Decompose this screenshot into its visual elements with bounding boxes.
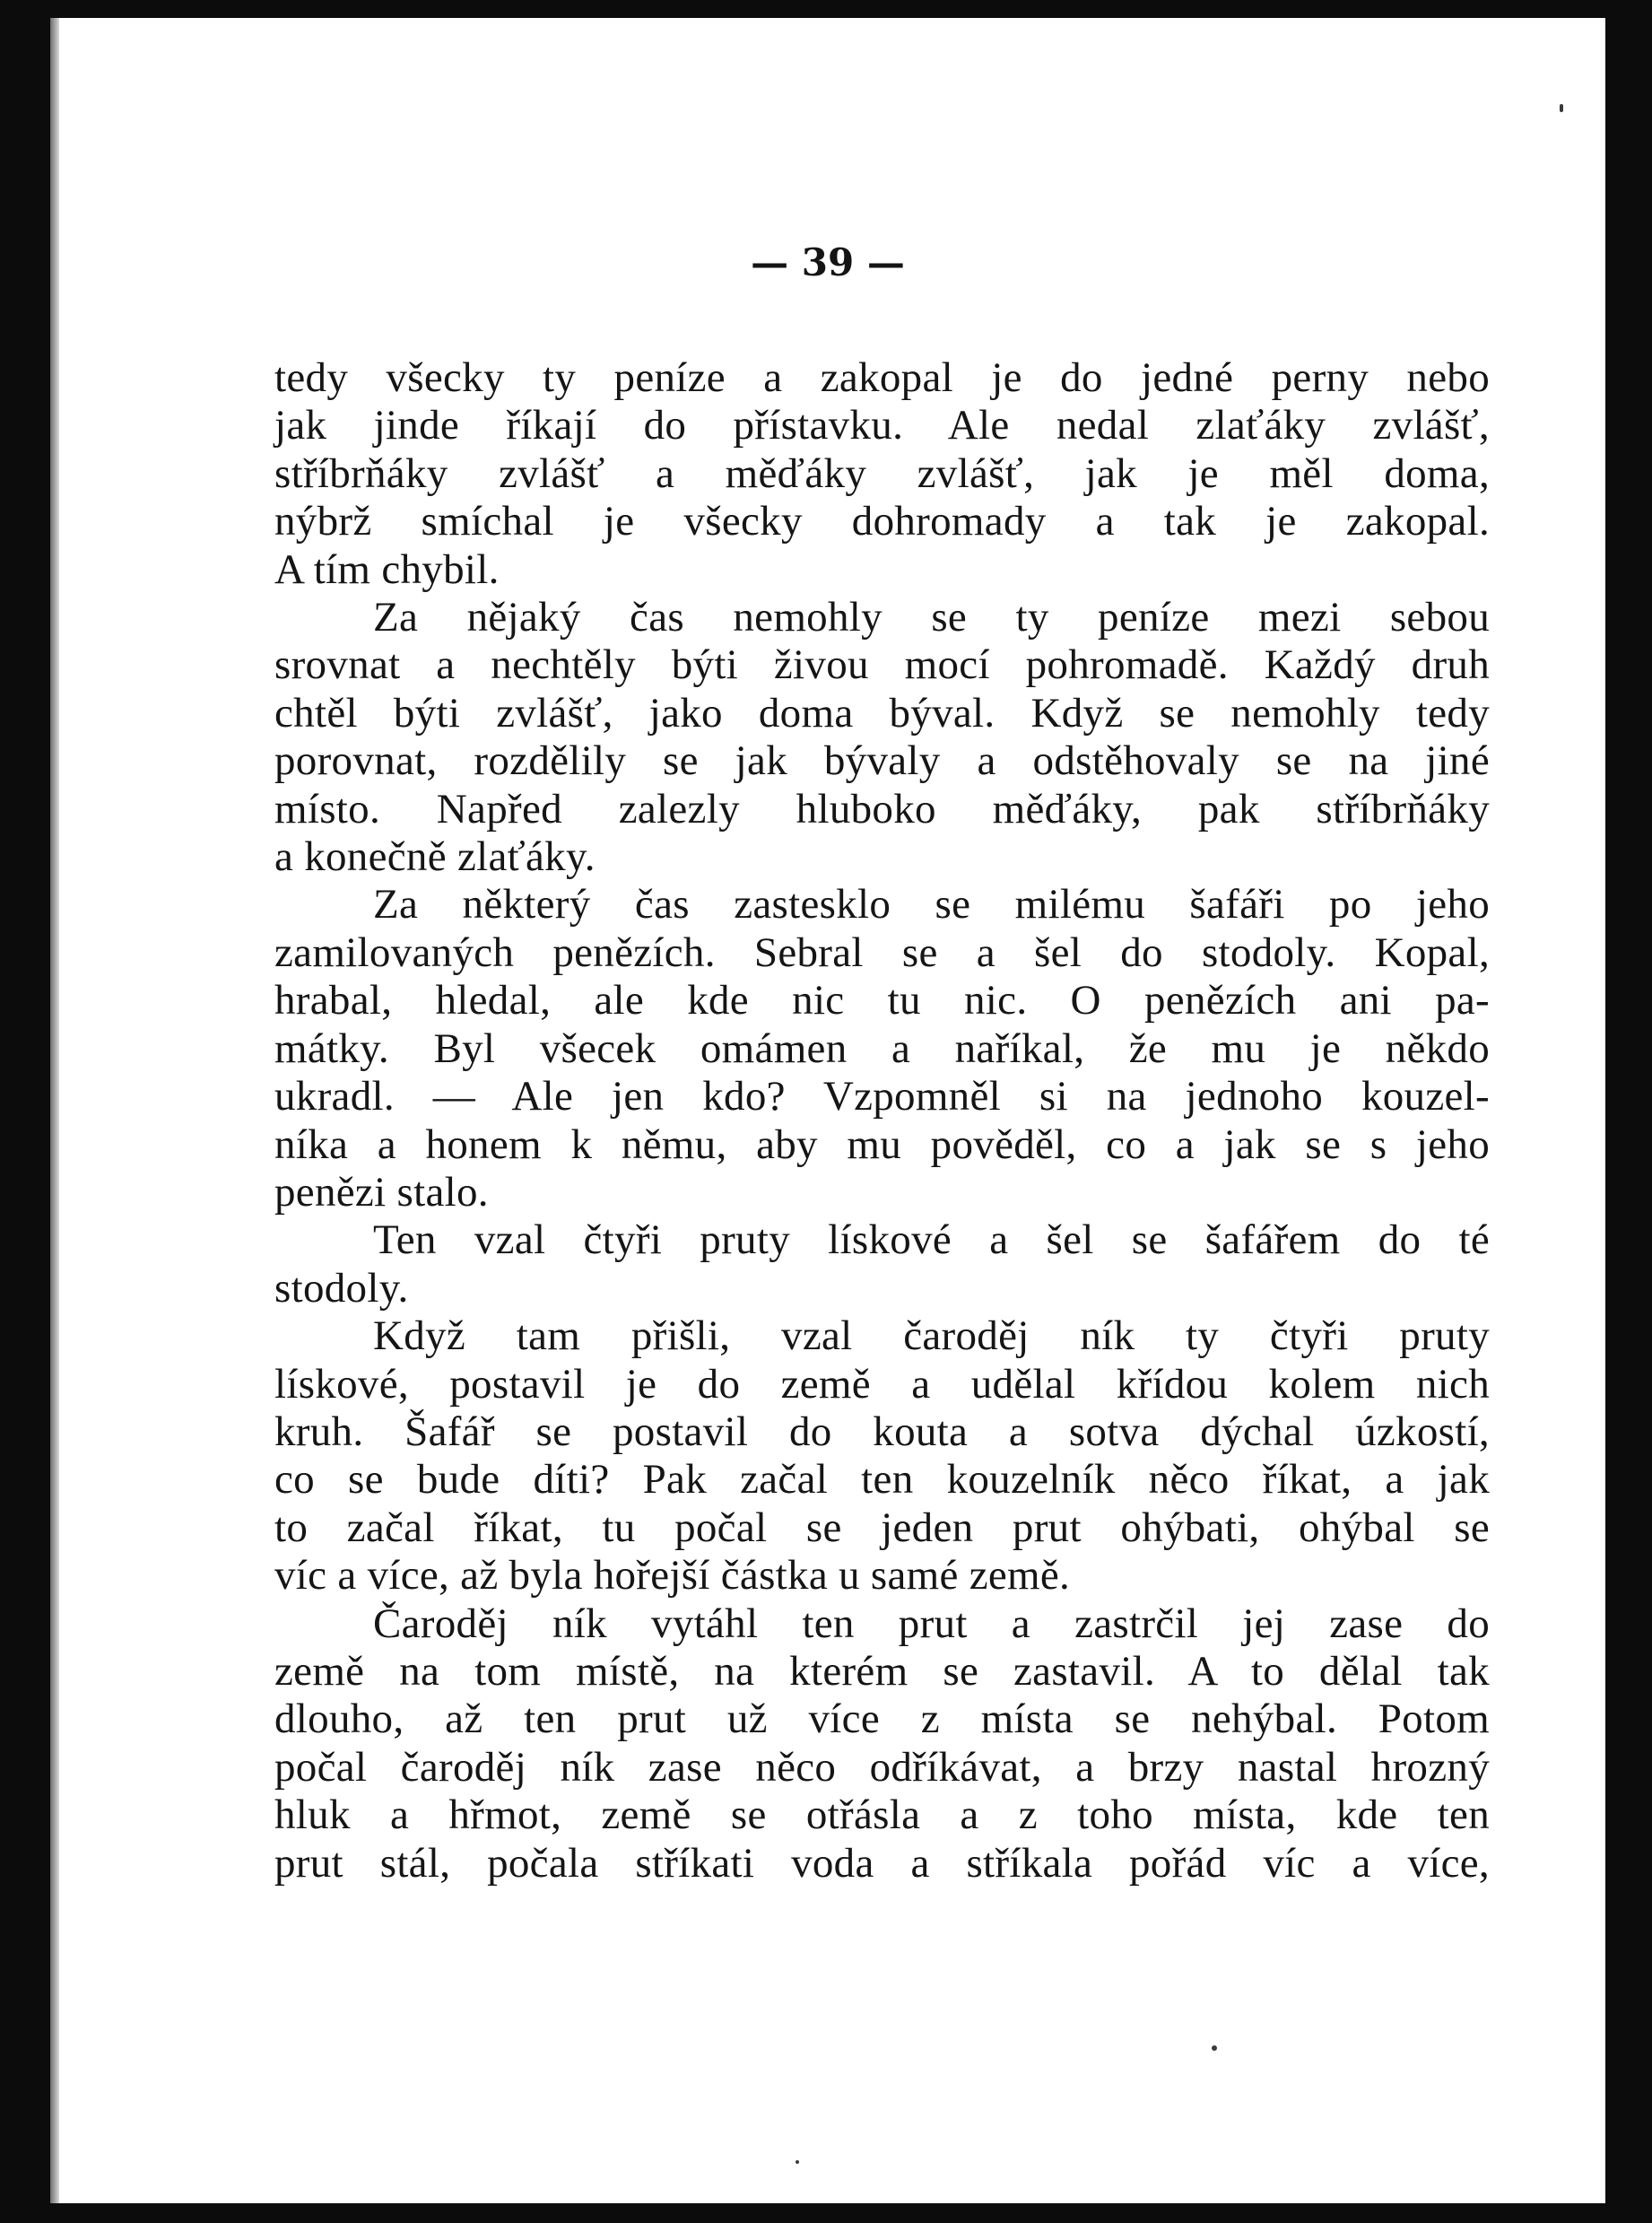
text-line: prut stál, počala stříkati voda a stříkala pořád víc a více, [274, 1839, 1490, 1887]
text-line: Ten vzal čtyři pruty lískové a šel se šafářem do té [373, 1216, 1490, 1264]
text-line: penězi stalo. [274, 1168, 489, 1216]
text-line: jak jinde říkají do přístavku. Ale nedal zlaťáky zvlášť, [274, 402, 1490, 449]
paragraph [274, 1600, 1490, 1887]
text-line: nýbrž smíchal je všecky dohromady a tak je zakopal. [274, 498, 1490, 545]
paragraph [274, 354, 1490, 594]
paragraph [274, 881, 1490, 1216]
ink-speck [796, 2160, 799, 2164]
ink-speck [1560, 104, 1563, 112]
text-line: zamilovaných penězích. Sebral se a šel do stodoly. Kopal, [274, 928, 1490, 976]
text-line: Když tam přišli, vzal čaroděj ník ty čtyři pruty [373, 1312, 1490, 1360]
text-line: stodoly. [274, 1264, 409, 1312]
book-page [50, 18, 1605, 2203]
text-line: kruh. Šafář se postavil do kouta a sotva dýchal úzkostí, [274, 1408, 1490, 1455]
text-line: hrabal, hledal, ale kde nic tu nic. O penězích ani pa- [274, 977, 1490, 1024]
ink-speck [1212, 2045, 1217, 2051]
text-line: hluk a hřmot, země se otřásla a z toho místa, kde ten [274, 1791, 1490, 1839]
text-line: Čaroděj ník vytáhl ten prut a zastrčil jej zase do [373, 1600, 1490, 1647]
text-line: ukradl. — Ale jen kdo? Vzpomněl si na jednoho kouzel- [274, 1073, 1490, 1120]
text-line: počal čaroděj ník zase něco odříkávat, a brzy nastal hrozný [274, 1743, 1490, 1791]
text-line: co se bude díti? Pak začal ten kouzelník něco říkat, a jak [274, 1456, 1490, 1504]
text-line: stříbrňáky zvlášť a měďáky zvlášť, jak je měl doma, [274, 449, 1490, 497]
paragraph [274, 1312, 1490, 1600]
text-line: země na tom místě, na kterém se zastavil. A to dělal tak [274, 1647, 1490, 1695]
text-line: lískové, postavil je do země a udělal křídou kolem nich [274, 1360, 1490, 1408]
text-line: níka a honem k němu, aby mu pověděl, co a jak se s jeho [274, 1120, 1490, 1168]
text-line: a konečně zlaťáky. [274, 833, 596, 881]
text-line: to začal říkat, tu počal se jeden prut ohýbati, ohýbal se [274, 1504, 1490, 1551]
text-line: chtěl býti zvlášť, jako doma býval. Když se nemohly tedy [274, 689, 1490, 737]
page-body-text [274, 354, 1490, 1887]
text-line: srovnat a nechtěly býti živou mocí pohromadě. Každý druh [274, 641, 1490, 689]
text-line: porovnat, rozdělily se jak bývaly a odstěhovaly se na jiné [274, 737, 1490, 785]
paragraph [274, 594, 1490, 881]
page-binding-edge [50, 18, 59, 2203]
text-line: Za některý čas zastesklo se milému šafáři po jeho [373, 881, 1490, 928]
paragraph [274, 1216, 1490, 1312]
page-number: — 39 — [751, 240, 905, 284]
text-line: mátky. Byl všecek omámen a naříkal, že mu je někdo [274, 1024, 1490, 1072]
text-line: dlouho, až ten prut už více z místa se nehýbal. Potom [274, 1696, 1490, 1743]
text-line: Za nějaký čas nemohly se ty peníze mezi sebou [373, 594, 1490, 641]
text-line: tedy všecky ty peníze a zakopal je do jedné perny nebo [274, 354, 1490, 401]
text-line: místo. Napřed zalezly hluboko měďáky, pak stříbrňáky [274, 785, 1490, 833]
text-line: A tím chybil. [274, 545, 500, 593]
text-line: víc a více, až byla hořejší částka u samé země. [274, 1552, 1071, 1600]
